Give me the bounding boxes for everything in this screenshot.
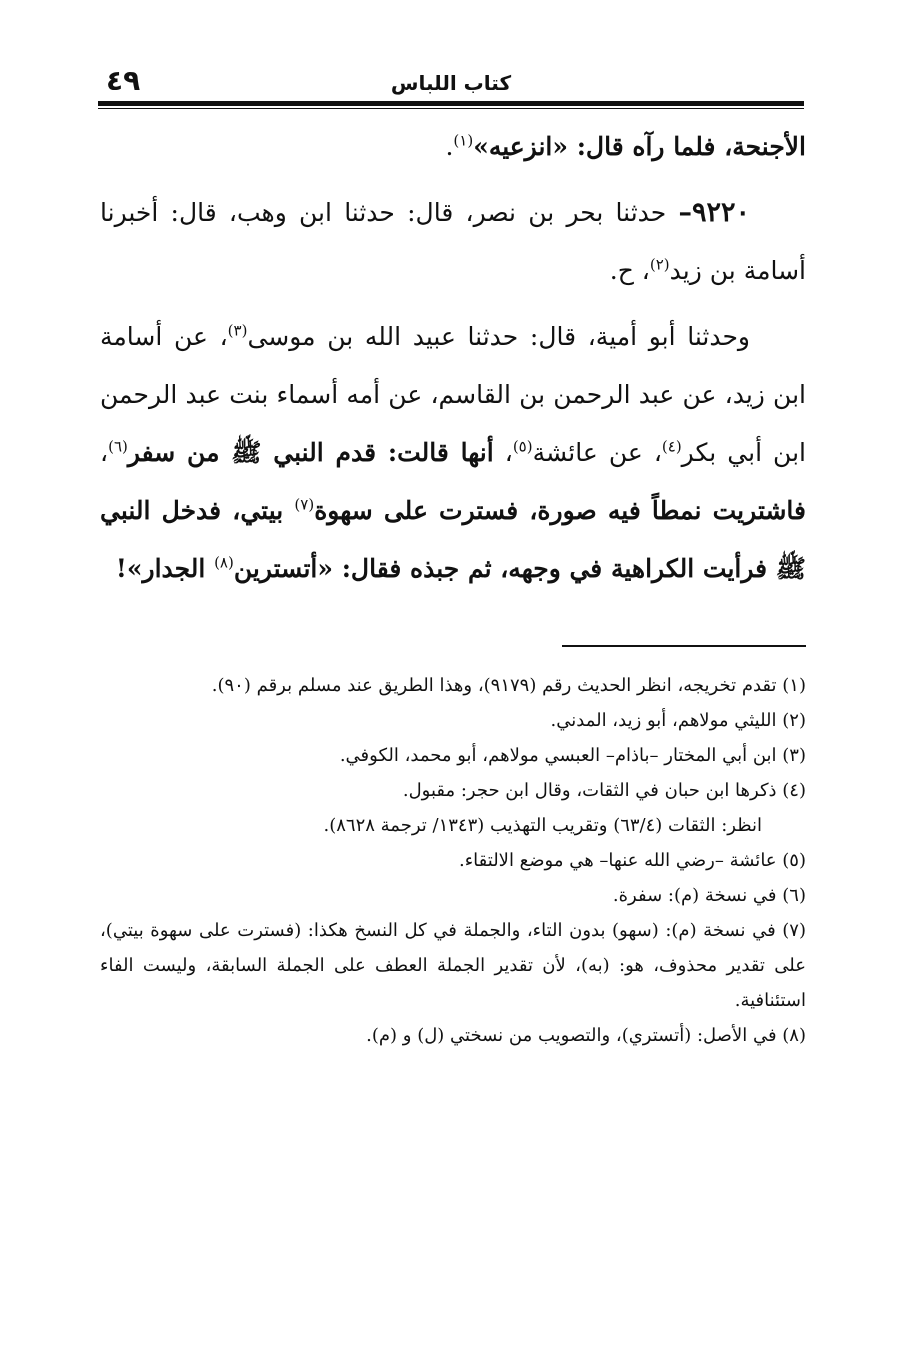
page-header xyxy=(100,60,802,102)
footnote-ref-4: (٤) xyxy=(661,437,682,456)
p3-bold-c: بيتي، فدخل النبي ﷺ فرأيت الكراهية في وجهه، ثم جبذه فقال: «أتسترين xyxy=(100,496,806,583)
footnote-ref-3: (٣) xyxy=(227,321,248,340)
p3-bold-d: الجدار»! xyxy=(115,554,215,583)
header-rule-thin xyxy=(98,108,804,109)
footnote-6: (٦) في نسخة (م): سفرة. xyxy=(612,885,806,906)
p3-text-d: ، xyxy=(493,438,513,467)
running-title: كتاب اللباس xyxy=(390,71,512,95)
p1-bold-text: الأجنحة، فلما رآه قال: «انزعيه» xyxy=(473,132,806,161)
footnote-ref-1: (١) xyxy=(453,131,474,150)
footnote-4: (٤) ذكرها ابن حبان في الثقات، وقال ابن حجر: مقبول. xyxy=(402,780,806,801)
p3-text-a: وحدثنا أبو أمية، قال: حدثنا عبيد الله بن موسى xyxy=(247,322,750,351)
p3-text-c: ، عن عائشة xyxy=(532,438,662,467)
p3-bold-b: فاشتريت نمطاً فيه صورة، فسترت على سهوة xyxy=(314,496,806,525)
p2-text-a: حدثنا بحر بن نصر، قال: حدثنا ابن وهب، قال: أخبرنا أسامة بن زيد xyxy=(100,198,806,285)
p3-bold-a: أنها قالت: قدم النبي ﷺ من سفر xyxy=(127,438,494,467)
footnote-5: (٥) عائشة –رضي الله عنها– هي موضع الالتقاء. xyxy=(458,850,806,871)
footnote-separator xyxy=(562,645,806,647)
p1-end: . xyxy=(445,132,454,161)
footnote-4-continuation: انظر: الثقات (٦٣/٤) وتقريب التهذيب (١٣٤٣/ ترجمة ٨٦٢٨). xyxy=(323,815,762,836)
hadith-number: ٩٢٢٠ xyxy=(691,197,750,228)
p3-text-b: ، عن أسامة ابن زيد، عن عبد الرحمن بن القاسم، عن أمه أسماء بنت عبد الرحمن ابن أبي بكر xyxy=(100,322,806,467)
footnote-1: (١) تقدم تخريجه، انظر الحديث رقم (٩١٧٩)، وهذا الطريق عند مسلم برقم (٩٠). xyxy=(211,675,806,696)
p3-text-e: ، xyxy=(100,438,109,467)
paragraph-1 xyxy=(100,118,806,176)
footnote-ref-8: (٨) xyxy=(214,553,234,572)
paragraph-2 xyxy=(100,184,806,300)
footnotes xyxy=(100,668,806,1053)
footnote-3: (٣) ابن أبي المختار –باذام– العبسي مولاهم، أبو محمد، الكوفي. xyxy=(339,745,806,766)
footnote-ref-5: (٥) xyxy=(512,437,533,456)
main-text xyxy=(100,118,806,606)
footnote-ref-2: (٢) xyxy=(649,255,670,274)
footnote-2: (٢) الليثي مولاهم، أبو زيد، المدني. xyxy=(550,710,806,731)
footnote-ref-7: (٧) xyxy=(294,495,315,514)
footnote-7: (٧) في نسخة (م): (سهو) بدون التاء، والجملة في كل النسخ هكذا: (فسترت على سهوة بيتي)، على تقدير محذوف، هو: (به)، لأن تقدير الجملة العطف على الجملة السابقة، وليست الفاء استئنافية. xyxy=(100,920,806,1011)
p2-text-b: ، ح. xyxy=(609,256,650,285)
header-rule-thick xyxy=(98,101,804,106)
paragraph-3 xyxy=(100,308,806,598)
footnote-8: (٨) في الأصل: (أتستري)، والتصويب من نسختي (ل) و (م). xyxy=(366,1025,806,1046)
footnote-ref-6: (٦) xyxy=(108,437,128,456)
hadith-dash: – xyxy=(678,197,692,228)
page-number: ٤٩ xyxy=(106,64,141,97)
